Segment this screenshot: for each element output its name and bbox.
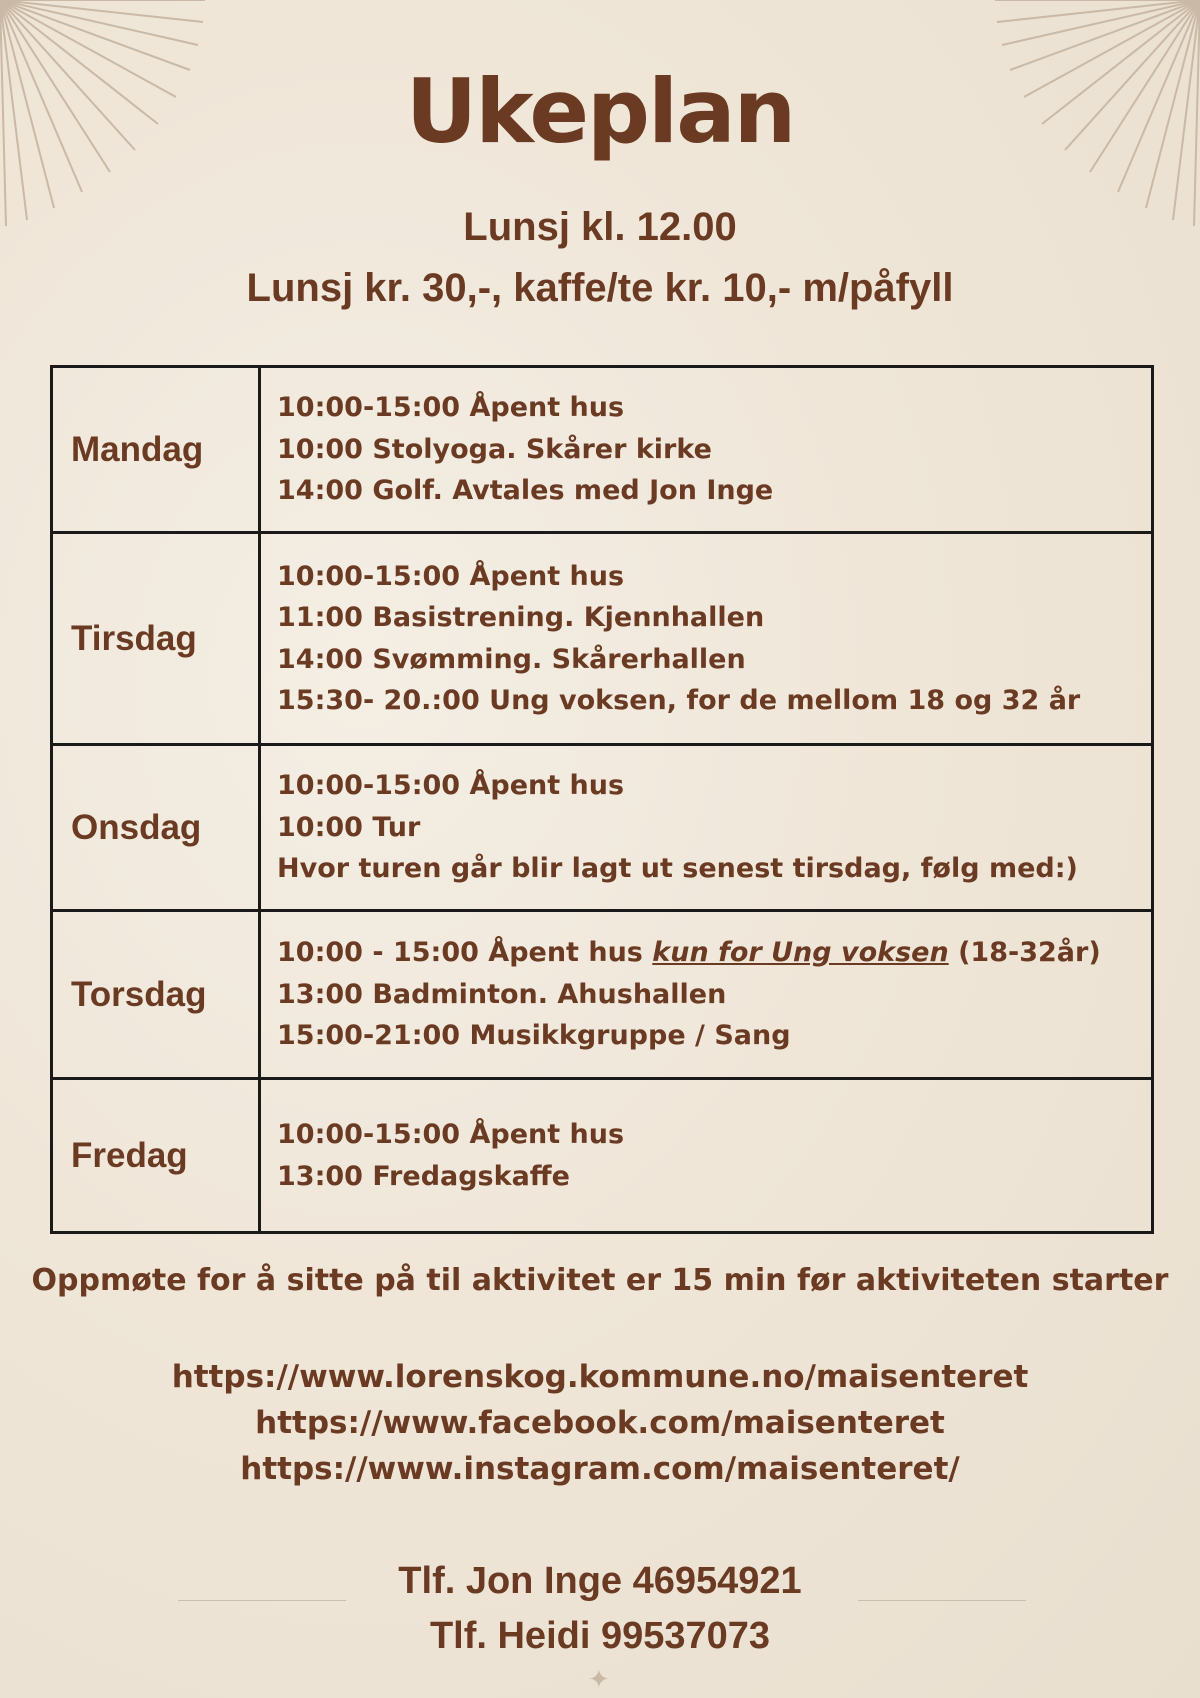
activity-line: 10:00-15:00 Åpent hus <box>277 770 625 802</box>
lunch-price: Lunsj kr. 30,-, kaffe/te kr. 10,- m/påfyll <box>246 266 954 310</box>
attendance-note: Oppmøte for å sitte på til aktivitet er 15 min før aktiviteten starter <box>31 1263 1169 1298</box>
day-label: Fredag <box>52 1079 260 1233</box>
activity-line: 10:00 Stolyoga. Skårer kirke <box>277 433 712 465</box>
activity-line: 14:00 Svømming. Skårerhallen <box>277 643 746 675</box>
phone-heidi: Tlf. Heidi 99537073 <box>429 1615 771 1657</box>
lunch-time: Lunsj kl. 12.00 <box>463 205 737 249</box>
activity-line: 13:00 Fredagskaffe <box>277 1160 570 1192</box>
activity-line: 14:00 Golf. Avtales med Jon Inge <box>277 475 774 507</box>
table-row <box>52 1079 1153 1233</box>
sparkle-star-icon: ✦ <box>588 1665 610 1695</box>
day-label: Onsdag <box>52 745 260 911</box>
table-row <box>52 533 1153 745</box>
activity-line: 13:00 Badminton. Ahushallen <box>277 978 727 1010</box>
activity-line: Hvor turen går blir lagt ut senest tirsdag, følg med:) <box>277 853 1078 885</box>
phone-jon-inge: Tlf. Jon Inge 46954921 <box>398 1560 802 1602</box>
activity-line <box>277 932 1135 974</box>
activity-line: 15:00-21:00 Musikkgruppe / Sang <box>277 1020 791 1052</box>
activity-line: 15:30- 20.:00 Ung voksen, for de mellom 18 og 32 år <box>277 685 1081 716</box>
activities-cell <box>260 367 1153 533</box>
activity-line: 10:00-15:00 Åpent hus <box>277 560 625 592</box>
day-label: Mandag <box>52 367 260 533</box>
weekly-schedule-table <box>50 365 1154 1234</box>
table-row <box>52 911 1153 1079</box>
activity-line: 11:00 Basistrening. Kjennhallen <box>277 602 765 633</box>
emphasis-text: kun for Ung voksen <box>652 937 949 969</box>
link-list <box>0 1354 1200 1492</box>
day-label: Torsdag <box>52 911 260 1079</box>
page-title: Ukeplan <box>405 60 795 163</box>
activity-line: 10:00-15:00 Åpent hus <box>277 1119 625 1150</box>
activities-cell <box>260 533 1153 745</box>
instagram-link[interactable]: https://www.instagram.com/maisenteret/ <box>240 1451 960 1487</box>
activities-cell <box>260 911 1153 1079</box>
activities-cell <box>260 745 1153 911</box>
facebook-link[interactable]: https://www.facebook.com/maisenteret <box>255 1405 945 1441</box>
table-row <box>52 367 1153 533</box>
activity-line: 10:00-15:00 Åpent hus <box>277 392 625 424</box>
activities-cell <box>260 1079 1153 1233</box>
table-row <box>52 745 1153 911</box>
activity-line: 10:00 Tur <box>277 811 421 843</box>
activity-text: (18-32år) <box>948 937 1101 969</box>
activity-text: 10:00 - 15:00 Åpent hus <box>277 937 653 969</box>
day-label: Tirsdag <box>52 533 260 745</box>
kommune-link[interactable]: https://www.lorenskog.kommune.no/maisenteret <box>171 1359 1029 1395</box>
